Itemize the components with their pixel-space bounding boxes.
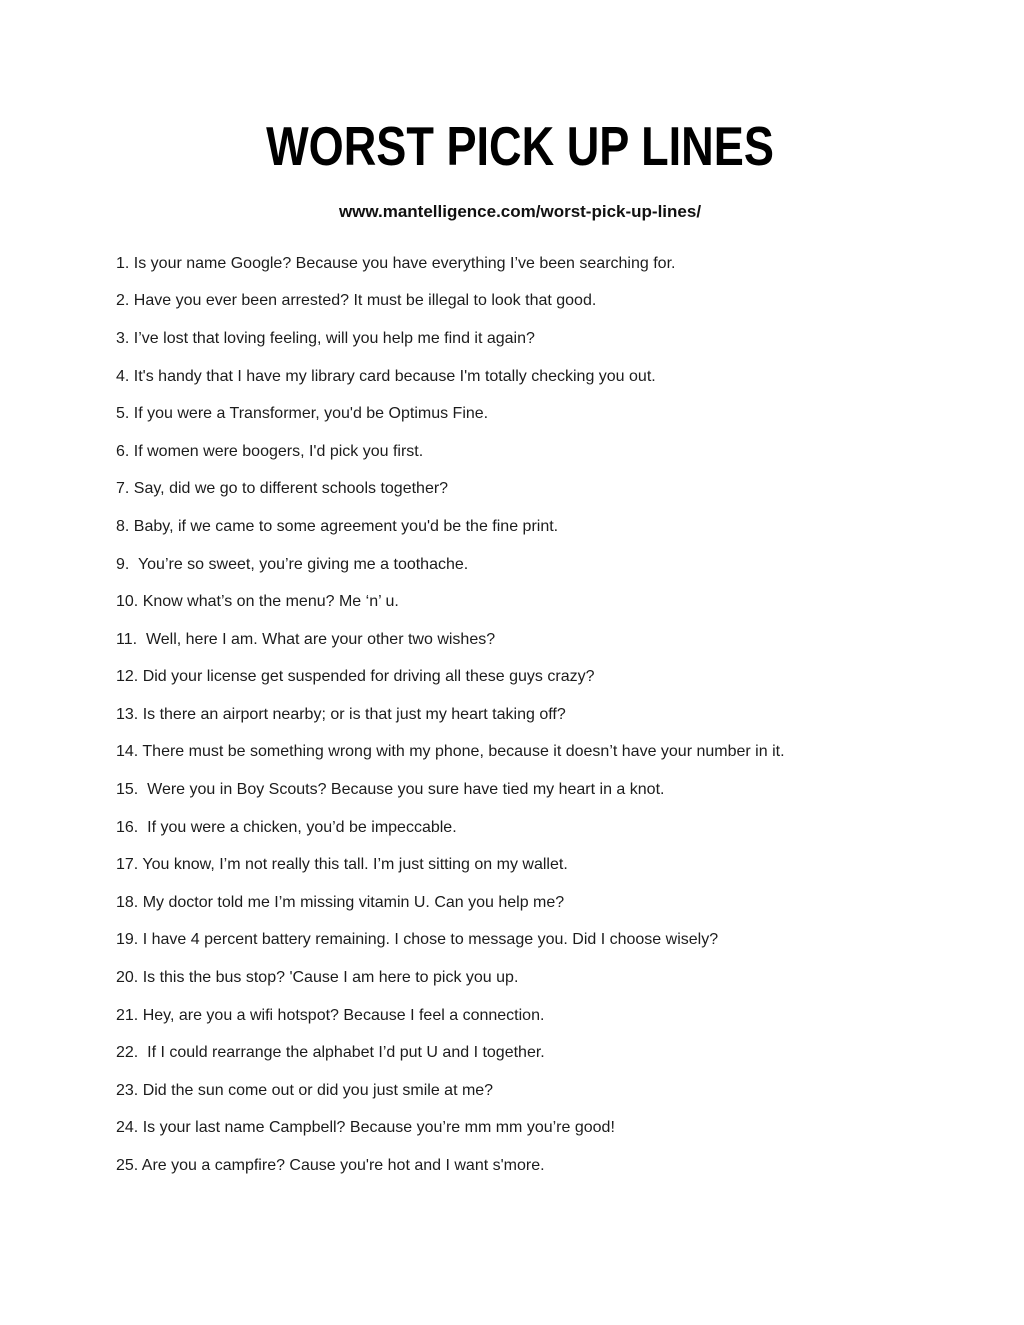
list-item: 4. It's handy that I have my library card because I'm totally checking you out. <box>116 367 656 385</box>
list-item: 24. Is your last name Campbell? Because you’re mm mm you’re good! <box>116 1119 615 1137</box>
list-item: 11. Well, here I am. What are your other two wishes? <box>116 630 496 648</box>
list-item: 22. If I could rearrange the alphabet I’d put U and I together. <box>116 1044 545 1062</box>
list-item: 1. Is your name Google? Because you have everything I’ve been searching for. <box>116 254 676 272</box>
list-item: 19. I have 4 percent battery remaining. I chose to message you. Did I choose wisely? <box>116 931 719 949</box>
list-item: 2. Have you ever been arrested? It must be illegal to look that good. <box>116 292 597 310</box>
list-item: 18. My doctor told me I’m missing vitamin U. Can you help me? <box>116 893 565 911</box>
list-item: 14. There must be something wrong with my phone, because it doesn’t have your number in it. <box>116 743 785 761</box>
list-item: 7. Say, did we go to different schools together? <box>116 480 449 498</box>
list-item: 10. Know what’s on the menu? Me ‘n’ u. <box>116 593 399 611</box>
list-item: 6. If women were boogers, I'd pick you first. <box>116 442 424 460</box>
pickup-lines-list <box>116 245 924 1185</box>
list-item: 8. Baby, if we came to some agreement you'd be the fine print. <box>116 517 559 535</box>
list-item: 23. Did the sun come out or did you just smile at me? <box>116 1081 494 1099</box>
list-item: 16. If you were a chicken, you’d be impeccable. <box>116 818 457 836</box>
list-item: 21. Hey, are you a wifi hotspot? Because I feel a connection. <box>116 1006 545 1024</box>
list-item: 15. Were you in Boy Scouts? Because you sure have tied my heart in a knot. <box>116 781 665 799</box>
list-item: 20. Is this the bus stop? 'Cause I am here to pick you up. <box>116 969 519 987</box>
list-item: 5. If you were a Transformer, you'd be Optimus Fine. <box>116 405 489 423</box>
page-title: WORST PICK UP LINES <box>266 115 774 177</box>
list-item: 12. Did your license get suspended for driving all these guys crazy? <box>116 668 595 686</box>
list-item: 17. You know, I’m not really this tall. I’m just sitting on my wallet. <box>116 856 568 874</box>
list-item: 25. Are you a campfire? Cause you're hot and I want s'more. <box>116 1157 545 1174</box>
list-item: 13. Is there an airport nearby; or is that just my heart taking off? <box>116 705 566 723</box>
page-url: www.mantelligence.com/worst-pick-up-lines/ <box>338 201 702 221</box>
list-item: 3. I’ve lost that loving feeling, will you help me find it again? <box>116 329 535 347</box>
list-item: 9. You’re so sweet, you’re giving me a toothache. <box>116 555 469 573</box>
